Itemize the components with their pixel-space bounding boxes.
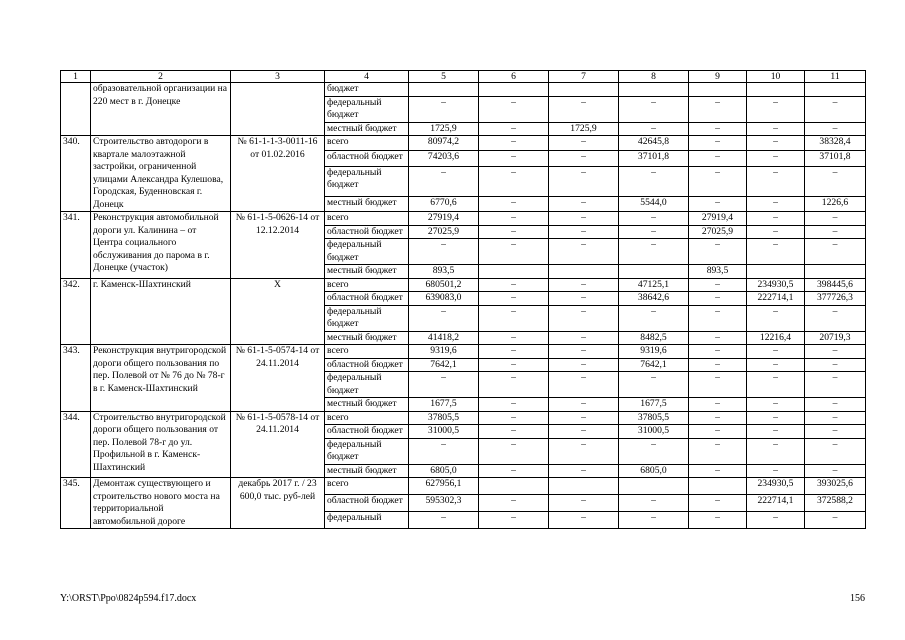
amount-cell: – — [409, 372, 479, 398]
amount-cell: – — [479, 278, 549, 292]
amount-cell: 377726,3 — [805, 292, 866, 306]
document-ref — [231, 83, 325, 136]
amount-cell — [479, 265, 549, 279]
amount-cell: – — [409, 239, 479, 265]
funding-source: местный бюджет — [325, 464, 409, 478]
amount-cell: – — [409, 512, 479, 529]
amount-cell: – — [479, 438, 549, 464]
amount-cell: – — [479, 122, 549, 136]
amount-cell: 9319,6 — [619, 345, 689, 359]
amount-cell: 6805,0 — [409, 464, 479, 478]
amount-cell: – — [549, 212, 619, 226]
funding-source: всего — [325, 212, 409, 226]
column-header: 6 — [479, 71, 549, 83]
amount-cell: – — [479, 495, 549, 512]
amount-cell: 222714,1 — [747, 495, 805, 512]
funding-source: областной бюджет — [325, 292, 409, 306]
amount-cell: 5544,0 — [619, 196, 689, 211]
amount-cell: – — [805, 358, 866, 372]
table-row — [61, 478, 866, 495]
row-number: 342. — [61, 278, 91, 345]
amount-cell: – — [479, 358, 549, 372]
table-row — [61, 136, 866, 151]
amount-cell: 47125,1 — [619, 278, 689, 292]
amount-cell: – — [689, 122, 747, 136]
amount-cell: – — [747, 512, 805, 529]
funding-source: федеральный бюджет — [325, 239, 409, 265]
amount-cell: – — [747, 122, 805, 136]
amount-cell: – — [549, 239, 619, 265]
funding-source: местный бюджет — [325, 196, 409, 211]
object-name: Строительство автодороги в квартале малоэтажной застройки, ограниченной улицами Александра Кулешова, Городская, Буденновская г. Донецк — [91, 136, 231, 212]
amount-cell: 37805,5 — [619, 411, 689, 425]
amount-cell: 222714,1 — [747, 292, 805, 306]
amount-cell: – — [549, 166, 619, 196]
amount-cell — [747, 83, 805, 97]
amount-cell: 1725,9 — [549, 122, 619, 136]
amount-cell — [619, 83, 689, 97]
column-header: 7 — [549, 71, 619, 83]
amount-cell — [619, 265, 689, 279]
amount-cell — [805, 265, 866, 279]
amount-cell: – — [689, 464, 747, 478]
amount-cell: – — [689, 438, 747, 464]
funding-source: областной бюджет — [325, 425, 409, 439]
amount-cell: – — [805, 122, 866, 136]
amount-cell: – — [479, 136, 549, 151]
amount-cell: – — [805, 96, 866, 122]
column-header: 10 — [747, 71, 805, 83]
amount-cell — [549, 478, 619, 495]
amount-cell: – — [619, 512, 689, 529]
amount-cell: 6805,0 — [619, 464, 689, 478]
amount-cell: – — [479, 398, 549, 412]
column-header: 4 — [325, 71, 409, 83]
amount-cell: – — [479, 212, 549, 226]
amount-cell: 31000,5 — [619, 425, 689, 439]
object-name: Реконструкция внутригородской дороги общего пользования по пер. Полевой от № 76 до № 78-г в г. Каменск-Шахтинский — [91, 345, 231, 412]
amount-cell: 6770,6 — [409, 196, 479, 211]
amount-cell: – — [689, 358, 747, 372]
amount-cell: – — [747, 136, 805, 151]
object-name: Строительство внутригородской дороги общего пользования от пер. Полевой 78-г до ул. Профильной в г. Каменск-Шахтинский — [91, 411, 231, 478]
table-row — [61, 345, 866, 359]
funding-source: всего — [325, 136, 409, 151]
amount-cell: – — [549, 372, 619, 398]
amount-cell: 639083,0 — [409, 292, 479, 306]
amount-cell: – — [479, 464, 549, 478]
amount-cell: – — [549, 345, 619, 359]
amount-cell: 8482,5 — [619, 331, 689, 345]
amount-cell: – — [689, 278, 747, 292]
funding-source: областной бюджет — [325, 495, 409, 512]
amount-cell: – — [747, 151, 805, 166]
amount-cell — [479, 83, 549, 97]
amount-cell: – — [747, 425, 805, 439]
amount-cell: – — [549, 225, 619, 239]
amount-cell: – — [549, 411, 619, 425]
amount-cell: – — [549, 196, 619, 211]
amount-cell — [805, 83, 866, 97]
row-number: 343. — [61, 345, 91, 412]
amount-cell: 398445,6 — [805, 278, 866, 292]
amount-cell: – — [549, 151, 619, 166]
object-name: Демонтаж существующего и строительство нового моста на территориальной автомобильной дороге — [91, 478, 231, 529]
amount-cell: – — [549, 96, 619, 122]
amount-cell: – — [689, 425, 747, 439]
amount-cell: 372588,2 — [805, 495, 866, 512]
amount-cell: 27919,4 — [409, 212, 479, 226]
amount-cell — [689, 83, 747, 97]
amount-cell: – — [689, 136, 747, 151]
object-name: образовательной организации на 220 мест в г. Донецке — [91, 83, 231, 136]
amount-cell: – — [619, 495, 689, 512]
amount-cell: – — [549, 331, 619, 345]
amount-cell: – — [689, 372, 747, 398]
amount-cell: – — [689, 345, 747, 359]
amount-cell: – — [409, 166, 479, 196]
column-header: 9 — [689, 71, 747, 83]
amount-cell — [409, 83, 479, 97]
budget-table — [60, 70, 866, 529]
amount-cell: 893,5 — [409, 265, 479, 279]
amount-cell: 37805,5 — [409, 411, 479, 425]
amount-cell — [747, 265, 805, 279]
funding-source: всего — [325, 478, 409, 495]
amount-cell: – — [689, 151, 747, 166]
amount-cell: 80974,2 — [409, 136, 479, 151]
file-path: Y:\ORST\Ppo\0824p594.f17.docx — [60, 593, 197, 604]
amount-cell: 393025,6 — [805, 478, 866, 495]
column-number-row — [61, 71, 866, 83]
amount-cell: – — [689, 331, 747, 345]
table-row — [61, 212, 866, 226]
amount-cell — [549, 83, 619, 97]
column-header: 11 — [805, 71, 866, 83]
amount-cell: – — [619, 239, 689, 265]
amount-cell: – — [479, 411, 549, 425]
amount-cell: – — [549, 305, 619, 331]
amount-cell: – — [747, 305, 805, 331]
amount-cell: 1725,9 — [409, 122, 479, 136]
amount-cell: – — [549, 278, 619, 292]
amount-cell: – — [805, 345, 866, 359]
amount-cell: – — [805, 512, 866, 529]
row-number: 344. — [61, 411, 91, 478]
amount-cell: – — [747, 372, 805, 398]
amount-cell: – — [689, 166, 747, 196]
amount-cell: 37101,8 — [619, 151, 689, 166]
amount-cell: 7642,1 — [409, 358, 479, 372]
funding-source: местный бюджет — [325, 122, 409, 136]
object-name: Реконструкция автомобильной дороги ул. Калинина – от Центра социального обслуживания до парома в г. Донецке (участок) — [91, 212, 231, 279]
amount-cell: – — [747, 411, 805, 425]
column-header: 2 — [91, 71, 231, 83]
amount-cell: 1677,5 — [409, 398, 479, 412]
amount-cell: – — [805, 372, 866, 398]
amount-cell: – — [689, 495, 747, 512]
amount-cell: – — [619, 122, 689, 136]
amount-cell — [549, 265, 619, 279]
amount-cell: – — [409, 438, 479, 464]
funding-source: федеральный бюджет — [325, 438, 409, 464]
table-row — [61, 83, 866, 97]
amount-cell: – — [805, 212, 866, 226]
document-ref: Х — [231, 278, 325, 345]
amount-cell: – — [805, 239, 866, 265]
amount-cell: – — [747, 96, 805, 122]
amount-cell: – — [805, 305, 866, 331]
amount-cell: – — [747, 345, 805, 359]
amount-cell: 680501,2 — [409, 278, 479, 292]
amount-cell: – — [409, 96, 479, 122]
funding-source: федеральный — [325, 512, 409, 529]
amount-cell: 38328,4 — [805, 136, 866, 151]
funding-source: местный бюджет — [325, 398, 409, 412]
amount-cell: – — [479, 196, 549, 211]
amount-cell: 595302,3 — [409, 495, 479, 512]
amount-cell: – — [689, 305, 747, 331]
column-header: 5 — [409, 71, 479, 83]
amount-cell: – — [479, 225, 549, 239]
amount-cell: – — [689, 398, 747, 412]
row-number: 340. — [61, 136, 91, 212]
amount-cell — [689, 478, 747, 495]
amount-cell: – — [549, 136, 619, 151]
amount-cell: 37101,8 — [805, 151, 866, 166]
funding-source: областной бюджет — [325, 358, 409, 372]
amount-cell: 627956,1 — [409, 478, 479, 495]
page-number: 156 — [850, 593, 865, 604]
amount-cell — [479, 478, 549, 495]
document-ref: № 61-1-1-3-0011-16 от 01.02.2016 — [231, 136, 325, 212]
amount-cell: – — [479, 512, 549, 529]
funding-source: федеральный бюджет — [325, 96, 409, 122]
amount-cell: – — [549, 512, 619, 529]
table-row — [61, 278, 866, 292]
amount-cell: – — [549, 292, 619, 306]
document-ref: № 61-1-5-0578-14 от 24.11.2014 — [231, 411, 325, 478]
amount-cell: 9319,6 — [409, 345, 479, 359]
funding-source: местный бюджет — [325, 331, 409, 345]
amount-cell: 27025,9 — [689, 225, 747, 239]
document-ref: № 61-1-5-0574-14 от 24.11.2014 — [231, 345, 325, 412]
amount-cell: – — [479, 96, 549, 122]
amount-cell: 12216,4 — [747, 331, 805, 345]
amount-cell: – — [747, 166, 805, 196]
amount-cell: 27025,9 — [409, 225, 479, 239]
amount-cell: – — [689, 196, 747, 211]
amount-cell: 27919,4 — [689, 212, 747, 226]
amount-cell: 20719,3 — [805, 331, 866, 345]
amount-cell: – — [689, 512, 747, 529]
amount-cell: 41418,2 — [409, 331, 479, 345]
amount-cell: – — [689, 239, 747, 265]
amount-cell: – — [747, 464, 805, 478]
amount-cell: – — [747, 358, 805, 372]
amount-cell: – — [805, 166, 866, 196]
amount-cell: 1226,6 — [805, 196, 866, 211]
funding-source: федеральный бюджет — [325, 372, 409, 398]
amount-cell: – — [479, 151, 549, 166]
document-ref: декабрь 2017 г. / 23 600,0 тыс. руб-лей — [231, 478, 325, 529]
amount-cell: – — [479, 166, 549, 196]
funding-source: областной бюджет — [325, 151, 409, 166]
row-number: 341. — [61, 212, 91, 279]
amount-cell: – — [549, 398, 619, 412]
amount-cell: – — [479, 239, 549, 265]
funding-source: местный бюджет — [325, 265, 409, 279]
amount-cell: 234930,5 — [747, 478, 805, 495]
amount-cell: 74203,6 — [409, 151, 479, 166]
amount-cell: – — [689, 411, 747, 425]
amount-cell: – — [689, 96, 747, 122]
amount-cell: – — [549, 438, 619, 464]
amount-cell: – — [619, 212, 689, 226]
object-name: г. Каменск-Шахтинский — [91, 278, 231, 345]
amount-cell: 893,5 — [689, 265, 747, 279]
amount-cell: – — [619, 96, 689, 122]
amount-cell: – — [689, 292, 747, 306]
funding-source: областной бюджет — [325, 225, 409, 239]
column-header: 3 — [231, 71, 325, 83]
amount-cell: – — [479, 345, 549, 359]
amount-cell: 38642,6 — [619, 292, 689, 306]
amount-cell: – — [747, 438, 805, 464]
amount-cell: – — [805, 425, 866, 439]
amount-cell: 1677,5 — [619, 398, 689, 412]
amount-cell: 234930,5 — [747, 278, 805, 292]
amount-cell: – — [479, 292, 549, 306]
amount-cell: – — [747, 225, 805, 239]
amount-cell: – — [747, 398, 805, 412]
amount-cell: – — [479, 425, 549, 439]
funding-source: бюджет — [325, 83, 409, 97]
amount-cell: 31000,5 — [409, 425, 479, 439]
amount-cell: – — [619, 305, 689, 331]
amount-cell: – — [747, 239, 805, 265]
funding-source: федеральный бюджет — [325, 305, 409, 331]
amount-cell: – — [409, 305, 479, 331]
amount-cell: – — [479, 331, 549, 345]
amount-cell: – — [619, 225, 689, 239]
amount-cell: – — [619, 166, 689, 196]
amount-cell: – — [805, 225, 866, 239]
amount-cell: – — [747, 196, 805, 211]
amount-cell: 42645,8 — [619, 136, 689, 151]
amount-cell: – — [549, 358, 619, 372]
table-row — [61, 411, 866, 425]
amount-cell: 7642,1 — [619, 358, 689, 372]
amount-cell: – — [479, 305, 549, 331]
row-number: 345. — [61, 478, 91, 529]
amount-cell: – — [805, 464, 866, 478]
amount-cell: – — [619, 438, 689, 464]
column-header: 8 — [619, 71, 689, 83]
amount-cell: – — [805, 398, 866, 412]
funding-source: федеральный бюджет — [325, 166, 409, 196]
funding-source: всего — [325, 345, 409, 359]
amount-cell: – — [549, 464, 619, 478]
amount-cell: – — [619, 372, 689, 398]
amount-cell: – — [479, 372, 549, 398]
amount-cell: – — [805, 411, 866, 425]
amount-cell: – — [549, 425, 619, 439]
funding-source: всего — [325, 278, 409, 292]
document-ref: № 61-1-5-0626-14 от 12.12.2014 — [231, 212, 325, 279]
row-number — [61, 83, 91, 136]
funding-source: всего — [325, 411, 409, 425]
amount-cell: – — [747, 212, 805, 226]
amount-cell: – — [549, 495, 619, 512]
amount-cell: – — [805, 438, 866, 464]
column-header: 1 — [61, 71, 91, 83]
amount-cell — [619, 478, 689, 495]
